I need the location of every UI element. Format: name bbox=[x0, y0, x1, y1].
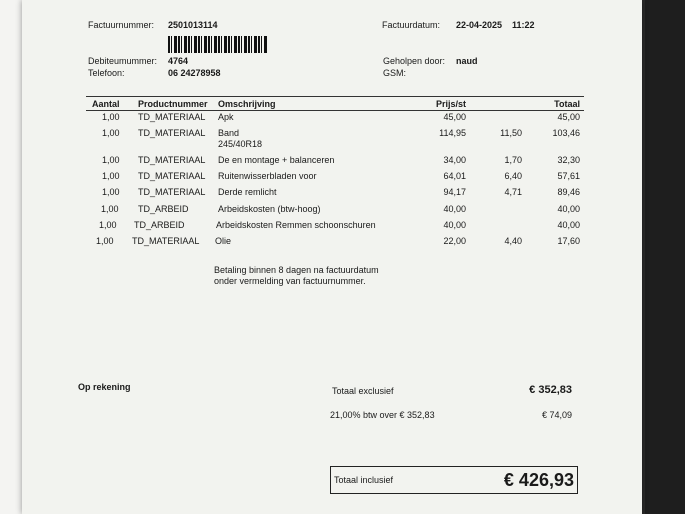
table-top-rule bbox=[86, 96, 584, 97]
col-price-header: Prijs/st bbox=[435, 99, 466, 109]
invoice-paper: Factuurnummer: 2501013114 Factuurdatum: 22-04-2025 11:22 Debiteumummer: 4764 Telefoon: 06 24278958 Geholpen door: naud GSM: Aantal Productnummer Omschrijving Prijs/st Totaal 1,00 TD_MATERIAAL Apk 45,00 45,00 1,00 TD_MATERIAAL Band 245/40R18 114,95 11,50 103,46 1,00 TD_MATERIAAL De en montage + balanceren 34,00 1,70 32,30 1,00 TD_MATERIAAL Ruitenwisserbladen voor 64,01 6,40 57,61 1,00 TD_MATERIAAL Derde remlicht 94,17 4,71 89,46 1,00 TD_ARBEID Arbeidskosten (btw-hoog) 40,00 40,00 1,00 TD_ARBEID Arbeidskosten Remmen schoonschuren 40,00 40,00 1,00 TD_MATERIAAL Olie 22,00 4,40 17,60 Betaling binnen 8 dagen na factuurdatum onder vermelding van factuurnummer. Op rekening Totaal exclusief € 352,83 21,00% btw over € 352,83 € 74,09 Totaal inclusief € 426,93 bbox=[22, 0, 642, 514]
total-incl-label: Totaal inclusief bbox=[334, 475, 394, 485]
invoice-date: 22-04-2025 bbox=[456, 20, 503, 30]
vat-value: € 74,09 bbox=[541, 410, 572, 420]
payment-note-line2: onder vermelding van factuurnummer. bbox=[214, 276, 366, 286]
debtor-label: Debiteumummer: bbox=[88, 56, 158, 66]
background-right bbox=[645, 0, 685, 514]
total-excl-label: Totaal exclusief bbox=[332, 386, 394, 396]
invoice-time: 11:22 bbox=[512, 20, 535, 30]
phone-number: 06 24278958 bbox=[168, 68, 221, 78]
col-desc-header: Omschrijving bbox=[218, 99, 276, 109]
phone-label: Telefoon: bbox=[88, 68, 125, 78]
table-header-rule bbox=[86, 110, 584, 111]
helped-by-label: Geholpen door: bbox=[383, 56, 446, 66]
col-product-header: Productnummer bbox=[138, 99, 208, 109]
helped-by: naud bbox=[456, 56, 478, 66]
invoice-number: 2501013114 bbox=[168, 20, 218, 30]
total-incl-value: € 426,93 bbox=[503, 470, 574, 490]
debtor-number: 4764 bbox=[168, 56, 189, 66]
barcode bbox=[168, 36, 268, 53]
vat-label: 21,00% btw over € 352,83 bbox=[330, 410, 435, 420]
invoice-number-label: Factuurnummer: bbox=[88, 20, 155, 30]
payment-note-line1: Betaling binnen 8 dagen na factuurdatum bbox=[214, 265, 379, 275]
on-account-label: Op rekening bbox=[78, 382, 131, 392]
gsm-label: GSM: bbox=[383, 68, 407, 78]
invoice-date-label: Factuurdatum: bbox=[382, 20, 441, 30]
col-qty-header: Aantal bbox=[92, 99, 120, 109]
total-excl-value: € 352,83 bbox=[529, 384, 572, 396]
col-total-header: Totaal bbox=[554, 99, 580, 109]
